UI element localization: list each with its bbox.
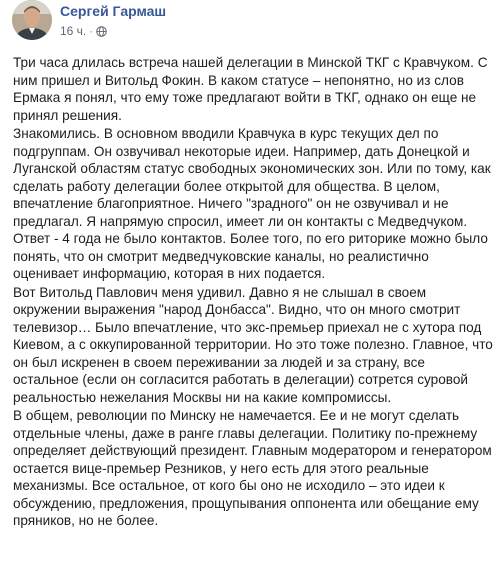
globe-icon[interactable] (96, 26, 107, 37)
post-paragraph: Три часа длилась встреча нашей делегации в Минской ТКГ с Кравчуком. С ним пришел и Витольд Фокин. В каком статусе – непонятно, но из слов Ермака я понял, что ему тоже предлагают войти в ТКГ, однако он еще не принял решения. (13, 55, 492, 123)
post-paragraph: Вот Витольд Павлович меня удивил. Давно я не слышал в своем окружении выражения "народ Донбасса". Видно, что он много смотрит телевизор… Было впечатление, что экс-премьер приехал не с хутора под Киевом, а с оккупированной территории. Но это тоже полезно. Главное, что он был искренен в своем переживании за людей и за страну, все остальное (если он согласится работать в делегации) сотрется суровой реальностью нежелания Москвы ни на какие компромиссы. (13, 284, 497, 405)
post-header (0, 0, 499, 50)
avatar-photo (12, 0, 52, 40)
post-meta (60, 24, 107, 38)
post-paragraph: Знакомились. В основном вводили Кравчука в курс текущих дел по подгруппам. Он озвучивал некоторые идеи. Например, дать Донецкой и Луганской областям статус свободных экономических зон. Или по тому, как сделать работу делегации более открытой для общества. В целом, впечатление благоприятное. Ничего "зрадного" он не озвучивал и не предлагал. Я напрямую спросил, имеет ли он контакты с Медведчуком. Ответ - 4 года не было контактов. Более того, по его риторике можно было понять, что он смотрит медведчуковские каналы, но реалистично оценивает информацию, которая в них подается. (13, 126, 495, 281)
post-paragraph: В общем, революции по Минску не намечается. Ее и не могут сделать отдельные члены, даже в ранге главы делегации. Политику по-прежнему определяет действующий президент. Главным модератором и генератором остается вице-премьер Резников, у него есть для этого реальные механизмы. Все остальное, от кого бы оно не исходило – это идеи к обсуждению, предложения, прощупывания оппонента или обещание ему пряников, но не более. (13, 408, 496, 528)
avatar[interactable] (12, 0, 52, 40)
post-timestamp[interactable]: 16 ч. (60, 24, 87, 38)
meta-separator: · (89, 24, 94, 38)
post-body (13, 54, 497, 530)
author-name[interactable]: Сергей Гармаш (60, 3, 167, 19)
